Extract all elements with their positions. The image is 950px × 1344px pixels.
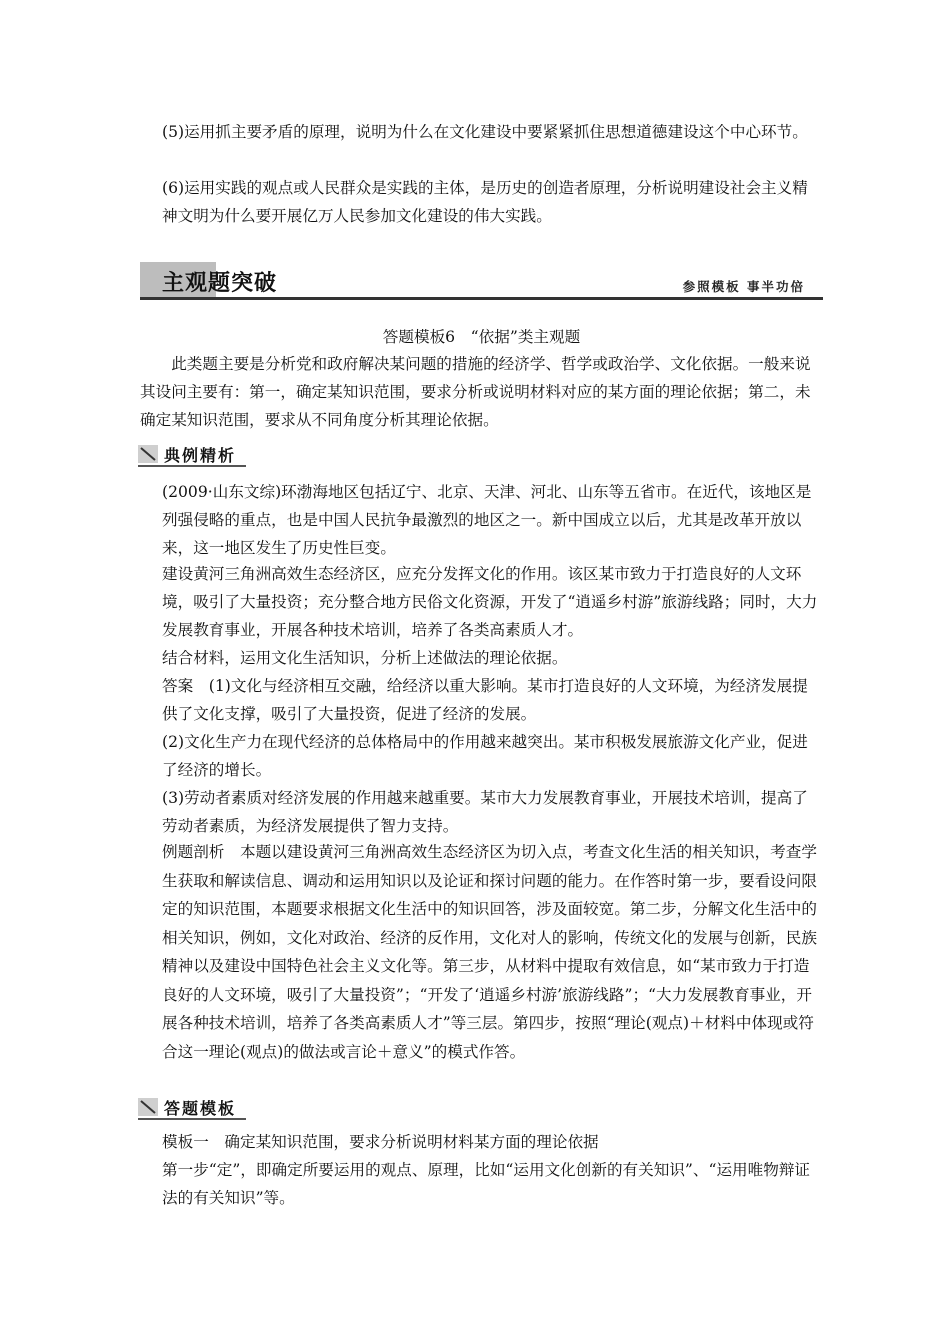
template-step-1: 第一步“定”，即确定所要运用的观点、原理，比如“运用文化创新的有关知识”、“运用唯物辩证法的有关知识”等。: [162, 1161, 811, 1207]
section-mark-icon: [138, 445, 158, 463]
paragraph-item-6: (6)运用实践的观点或人民群众是实践的主体，是历史的创造者原理，分析说明建设社会主义精神文明为什么要开展亿万人民参加文化建设的伟大实践。: [162, 179, 808, 225]
answer-item-3: (3)劳动者素质对经济发展的作用越来越重要。某市大力发展教育事业，开展技术培训，提高了劳动者素质，为经济发展提供了智力支持。: [162, 789, 808, 835]
banner-rule: [140, 297, 823, 300]
template-heading-label: 答题模板: [164, 1099, 237, 1118]
template-model-1: 模板一 确定某知识范围，要求分析说明材料某方面的理论依据: [162, 1133, 599, 1151]
template-title: 答题模板6 “依据”类主观题: [382, 328, 581, 346]
banner-slogan: 参照模板 事半功倍: [682, 279, 805, 294]
paragraph-item-5: (5)运用抓主要矛盾的原理，说明为什么在文化建设中要紧紧抓住思想道德建设这个中心环节。: [162, 123, 808, 141]
banner-title: 主观题突破: [162, 271, 278, 296]
section-mark-icon: [138, 1098, 158, 1116]
question-material-1: (2009·山东文综)环渤海地区包括辽宁、北京、天津、河北、山东等五省市。在近代，该地区是列强侵略的重点，也是中国人民抗争最激烈的地区之一。新中国成立以后，尤其是改革开放以来，这一地区发生了历史性巨变。: [162, 483, 812, 557]
template-heading-underline: [138, 1118, 246, 1120]
question-prompt: 结合材料，运用文化生活知识，分析上述做法的理论依据。: [162, 649, 568, 667]
question-material-2: 建设黄河三角洲高效生态经济区，应充分发挥文化的作用。该区某市致力于打造良好的人文环境，吸引了大量投资；充分整合地方民俗文化资源，开发了“逍遥乡村游”旅游线路；同时，大力发展教育事业，开展各种技术培训，培养了各类高素质人才。: [162, 565, 818, 639]
answer-item-2: (2)文化生产力在现代经济的总体格局中的作用越来越突出。某市积极发展旅游文化产业，促进了经济的增长。: [162, 733, 808, 779]
example-analysis: 例题剖析 本题以建设黄河三角洲高效生态经济区为切入点，考查文化生活的相关知识，考查学生获取和解读信息、调动和运用知识以及论证和探讨问题的能力。在作答时第一步，要看设问限定的知识范围，本题要求根据文化生活中的知识回答，涉及面较宽。第二步，分解文化生活中的相关知识，例如，文化对政治、经济的反作用，文化对人的影响，传统文化的发展与创新，民族精神以及建设中国特色社会主义文化等。第三步，从材料中提取有效信息，如“某市致力于打造良好的人文环境，吸引了大量投资”；“开发了‘逍遥乡村游’旅游线路”；“大力发展教育事业，开展各种技术培训，培养了各类高素质人才”等三层。第四步，按照“理论(观点)＋材料中体现或符合这一理论(观点)的做法或言论＋意义”的模式作答。: [162, 843, 817, 1061]
intro-paragraph: 此类题主要是分析党和政府解决某问题的措施的经济学、哲学或政治学、文化依据。一般来说其设问主要有：第一，确定某知识范围，要求分析或说明材料对应的某方面的理论依据；第二，未确定某知识范围，要求从不同角度分析其理论依据。: [140, 355, 811, 429]
example-heading-underline: [138, 465, 246, 467]
answer-item-1: 答案 (1)文化与经济相互交融，给经济以重大影响。某市打造良好的人文环境，为经济发展提供了文化支撑，吸引了大量投资，促进了经济的发展。: [162, 677, 808, 723]
section-banner: [140, 262, 823, 300]
example-heading-label: 典例精析: [164, 446, 237, 465]
